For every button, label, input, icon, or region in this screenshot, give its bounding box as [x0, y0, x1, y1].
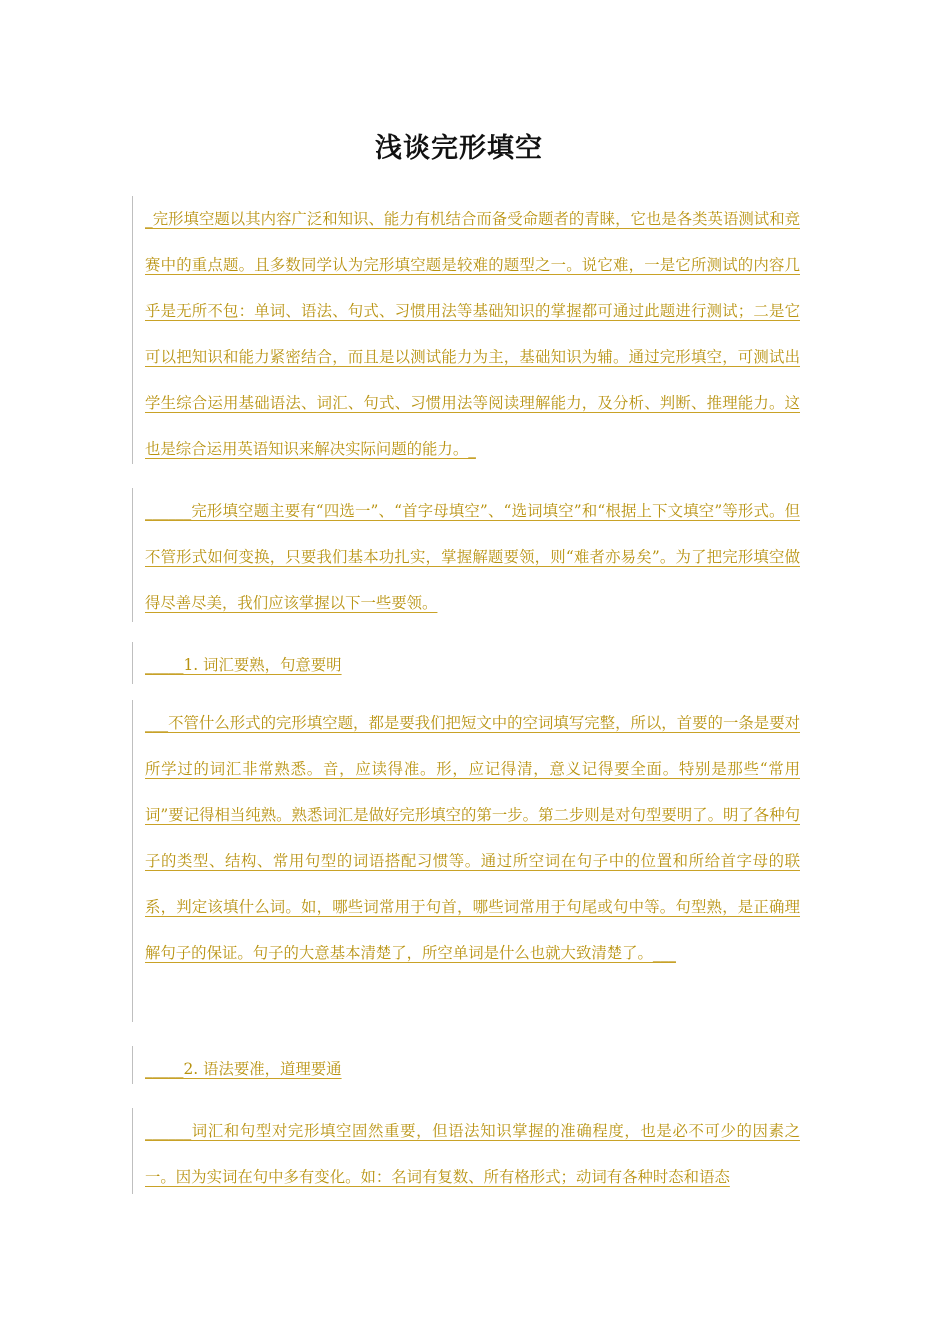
section-heading-grammar: _____2. 语法要准，道理要通: [145, 1060, 342, 1078]
paragraph-grammar-block: [132, 1108, 800, 1194]
paragraph-forms-block: [132, 488, 800, 622]
paragraph-intro: _完形填空题以其内容广泛和知识、能力有机结合而备受命题者的青睐，它也是各类英语测试和竞赛中的重点题。且多数同学认为完形填空题是较难的题型之一。说它难，一是它所测试的内容几乎是无所不包：单词、语法、句式、习惯用法等基础知识的掌握都可通过此题进行测试；二是它可以把知识和能力紧密结合，而且是以测试能力为主，基础知识为辅。通过完形填空，可测试出学生综合运用基础语法、词汇、句式、习惯用法等阅读理解能力，及分析、判断、推理能力。这也是综合运用英语知识来解决实际问题的能力。_: [145, 210, 800, 458]
section-heading-vocabulary: _____1. 词汇要熟，句意要明: [145, 656, 342, 674]
section-heading-2-block: [132, 1046, 800, 1084]
section-heading-1-block: [132, 642, 800, 684]
paragraph-grammar: ______词汇和句型对完形填空固然重要，但语法知识掌握的准确程度，也是必不可少的因素之一。因为实词在句中多有变化。如：名词有复数、所有格形式；动词有各种时态和语态: [145, 1122, 800, 1186]
document-title: 浅谈完形填空: [375, 133, 543, 164]
paragraph-intro-block: [132, 196, 800, 464]
paragraph-vocabulary: ___不管什么形式的完形填空题，都是要我们把短文中的空词填写完整，所以，首要的一条是要对所学过的词汇非常熟悉。音，应读得准。形，应记得清，意义记得要全面。特别是那些“常用词”要记得相当纯熟。熟悉词汇是做好完形填空的第一步。第二步则是对句型要明了。明了各种句子的类型、结构、常用句型的词语搭配习惯等。通过所空词在句子中的位置和所给首字母的联系，判定该填什么词。如，哪些词常用于句首，哪些词常用于句尾或句中等。句型熟，是正确理解句子的保证。句子的大意基本清楚了，所空单词是什么也就大致清楚了。___: [145, 714, 800, 962]
paragraph-forms: ______完形填空题主要有“四选一”、“首字母填空”、“选词填空”和“根据上下文填空”等形式。但不管形式如何变换，只要我们基本功扎实，掌握解题要领，则“难者亦易矣”。为了把完形填空做得尽善尽美，我们应该掌握以下一些要领。: [145, 502, 800, 612]
paragraph-vocabulary-block: [132, 700, 800, 1022]
